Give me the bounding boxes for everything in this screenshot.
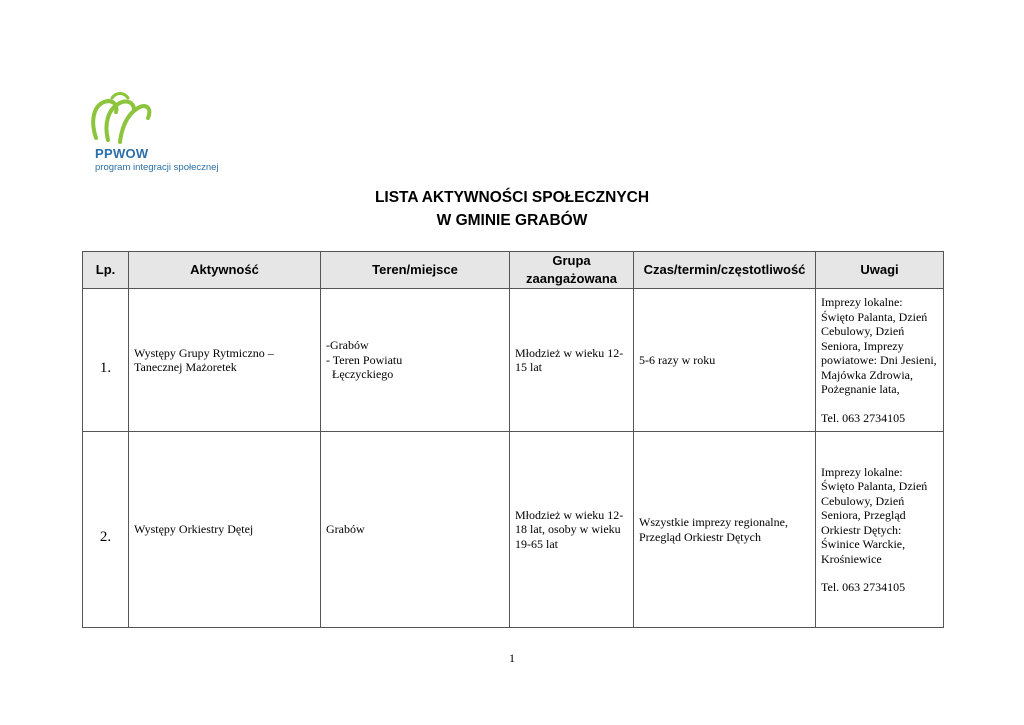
header-time: Czas/termin/częstotliwość <box>634 252 816 289</box>
row-activity: Występy Grupy Rytmiczno – Tanecznej Mażoretek <box>129 289 321 432</box>
table-header-row <box>83 252 944 289</box>
logo-name: PPWOW <box>95 146 149 161</box>
notes-phone: Tel. 063 2734105 <box>821 410 906 425</box>
row-activity: Występy Orkiestry Dętej <box>129 432 321 628</box>
notes-phone: Tel. 063 2734105 <box>821 580 906 594</box>
row-place: Grabów <box>321 432 510 628</box>
row-group: Młodzież w wieku 12-18 lat, osoby w wieku 19-65 lat <box>510 432 634 628</box>
header-notes: Uwagi <box>816 252 944 289</box>
row-time: 5-6 razy w roku <box>634 289 816 432</box>
row-group: Młodzież w wieku 12-15 lat <box>510 289 634 432</box>
row-lp: 1. <box>83 289 129 432</box>
table-row <box>83 289 944 432</box>
notes-text: Imprezy lokalne: Święto Palanta, Dzień Cebulowy, Dzień Seniora, Imprezy powiatowe: Dni Jesieni, Majówka Zdrowia, Pożegnanie lata, <box>821 295 937 396</box>
document-subtitle: W GMINIE GRABÓW <box>436 212 588 229</box>
row-notes <box>816 432 944 628</box>
header-lp: Lp. <box>83 252 129 289</box>
page-number: 1 <box>509 651 515 665</box>
row-time: Wszystkie imprezy regionalne, Przegląd Orkiestr Dętych <box>634 432 816 628</box>
activities-table <box>82 251 944 628</box>
header-place: Teren/miejsce <box>321 252 510 289</box>
notes-text: Imprezy lokalne: Święto Palanta, Dzień Cebulowy, Dzień Seniora, Przegląd Orkiestr Dętych: Świnice Warckie, Krośniewice <box>821 464 928 566</box>
place-line: - Teren Powiatu <box>326 352 403 367</box>
header-activity: Aktywność <box>129 252 321 289</box>
ppwow-logo <box>88 90 238 175</box>
row-notes <box>816 289 944 432</box>
place-line: -Grabów <box>326 338 369 353</box>
header-group: Grupa zaangażowana <box>510 252 634 289</box>
row-place <box>321 289 510 432</box>
place-line: Łęczyckiego <box>326 367 394 382</box>
table-row <box>83 432 944 628</box>
document-title: LISTA AKTYWNOŚCI SPOŁECZNYCH <box>374 189 650 206</box>
ppwow-logo-icon <box>88 90 158 148</box>
logo-subtitle: program integracji społecznej <box>95 162 219 173</box>
row-lp: 2. <box>83 432 129 628</box>
